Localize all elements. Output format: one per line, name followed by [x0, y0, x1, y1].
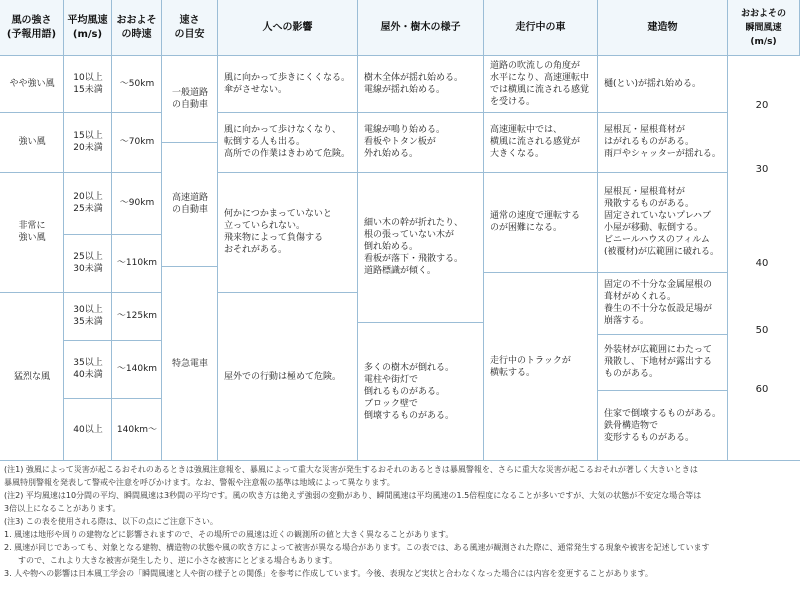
grid-line — [64, 340, 162, 341]
note-line: 3倍以上になることがあります。 — [4, 504, 121, 513]
building-cell: 住家で倒壊するものがある。 鉄骨構造物で 変形するものがある。 — [604, 408, 722, 443]
grid-line — [597, 56, 598, 461]
header-average-speed: 平均風速 (m/s) — [64, 0, 112, 56]
grid-line — [727, 56, 728, 461]
note-line: (注2) 平均風速は10分間の平均、瞬間風速は3秒間の平均です。風の吹き方は絶えず強弱の変動があり、瞬間風速は平均風速の1.5倍程度になることが多いですが、大気の状態が不安定な場合等は — [4, 491, 702, 500]
grid-line — [63, 56, 64, 461]
grid-line — [0, 292, 162, 293]
note-line: 2. 風速が同じであっても、対象となる建物、構造物の状態や風の吹き方によって被害が異なる場合があります。この表では、ある風速が観測された際に、通常発生する現象や被害を記述しています — [4, 543, 710, 552]
note-line: (注1) 強風によって災害が起こるおそれのあるときは強風注意報を、暴風によって重大な災害が発生するおそれのあるときは暴風警報を、さらに重大な災害が起こるおそれが著しく大きいときは — [4, 465, 698, 474]
header-outdoor-trees: 屋外・樹木の様子 — [358, 0, 484, 56]
term-slightly-strong: やや強い風 — [9, 79, 55, 89]
building-cell: 固定の不十分な金属屋根の 葺材がめくれる。 養生の不十分な仮設足場が 崩落する。 — [604, 280, 713, 326]
grid-line — [162, 142, 218, 143]
speed-range-cell: 10以上 15未満 — [73, 73, 103, 95]
speed-range-cell: 40以上 — [73, 424, 103, 435]
human-impact-cell: 屋外での行動は極めて危険。 — [224, 371, 342, 382]
header-moving-car: 走行中の車 — [484, 0, 598, 56]
grid-line — [483, 56, 484, 461]
grid-line — [0, 460, 800, 461]
guide-general-road: 一般道路 の自動車 — [171, 88, 208, 110]
human-impact-cell: 何かにつかまっていないと 立っていられない。 飛来物によって負傷する おそれがある。 — [224, 209, 332, 255]
header-gust-speed: おおよその 瞬間風速 (m/s) — [728, 0, 800, 56]
gust-value: 50 — [755, 325, 769, 336]
note-line: 3. 人や物への影響は日本風工学会の「瞬間風速と人や街の様子との関係」を参考に作成しています。今後、表現など実状と合わなくなった場合には内容を変更することがあります。 — [4, 569, 653, 578]
kmh-cell: ～140km — [116, 364, 158, 374]
header-approx-kmh: おおよそ の時速 — [112, 0, 162, 56]
outdoor-cell: 細い木の幹が折れたり、 根の張っていない木が 倒れ始める。 看板が落下・飛散する。 道路標識が傾く。 — [364, 218, 464, 276]
kmh-cell: ～70km — [119, 137, 155, 147]
human-impact-cell: 風に向かって歩けなくなり、 転倒する人も出る。 高所での作業はきわめて危険。 — [224, 125, 351, 159]
header-speed-guide: 速さ の目安 — [162, 0, 218, 56]
notes-section — [4, 463, 796, 580]
grid-line — [217, 56, 218, 461]
outdoor-cell: 樹木全体が揺れ始める。 電線が揺れ始める。 — [364, 73, 464, 95]
gust-value: 40 — [755, 258, 769, 269]
note-line: 1. 風速は地形や周りの建物などに影響されますので、その場所での風速は近くの観測所の値と大きく異なることがあります。 — [4, 530, 454, 539]
speed-range-cell: 30以上 35未満 — [73, 305, 103, 327]
grid-line — [64, 234, 162, 235]
term-violent: 猛烈な風 — [13, 371, 50, 382]
grid-line — [357, 56, 358, 461]
kmh-cell: ～50km — [119, 79, 155, 89]
building-cell: 外装材が広範囲にわたって 飛散し、下地材が露出する ものがある。 — [604, 345, 713, 379]
gust-value: 30 — [755, 164, 769, 175]
grid-line — [598, 334, 728, 335]
outdoor-cell: 多くの樹木が倒れる。 電柱や街灯で 倒れるものがある。 ブロック壁で 倒壊するものがある。 — [364, 362, 455, 421]
guide-express-train: 特急電車 — [171, 358, 208, 369]
grid-line — [598, 390, 728, 391]
building-cell: 樋(とい)が揺れ始める。 — [604, 79, 702, 89]
car-cell: 通常の速度で運転する のが困難になる。 — [490, 211, 581, 233]
speed-range-cell: 25以上 30未満 — [73, 252, 103, 274]
outdoor-cell: 電線が鳴り始める。 看板やトタン板が 外れ始める。 — [364, 125, 446, 159]
kmh-cell: ～110km — [116, 258, 158, 268]
grid-line — [0, 172, 162, 173]
kmh-cell: ～125km — [116, 311, 158, 321]
speed-range-cell: 15以上 20未満 — [73, 131, 103, 153]
grid-line — [358, 322, 484, 323]
grid-line — [0, 112, 162, 113]
grid-line — [162, 266, 218, 267]
building-cell: 屋根瓦・屋根葺材が はがれるものがある。 雨戸やシャッターが揺れる。 — [604, 125, 721, 159]
gust-value: 20 — [755, 100, 769, 111]
grid-line — [218, 292, 358, 293]
speed-range-cell: 35以上 40未満 — [73, 358, 103, 380]
header-wind-strength: 風の強さ (予報用語) — [0, 0, 64, 56]
grid-line — [161, 56, 162, 461]
header-human-impact: 人への影響 — [218, 0, 358, 56]
car-cell: 高速運転中では、 横風に流される感覚が 大きくなる。 — [490, 125, 581, 159]
car-cell: 走行中のトラックが 横転する。 — [490, 355, 571, 378]
kmh-cell: 140km～ — [116, 424, 158, 435]
grid-line — [111, 56, 112, 461]
note-line: 暴風特別警報を発表して警戒や注意を呼びかけます。なお、警報や注意報の基準は地域によって異なります。 — [4, 478, 395, 487]
term-very-strong: 非常に 強い風 — [18, 221, 46, 243]
guide-expressway: 高速道路 の自動車 — [171, 193, 208, 215]
grid-line — [484, 272, 728, 273]
term-strong: 強い風 — [18, 137, 46, 147]
speed-range-cell: 20以上 25未満 — [73, 192, 103, 214]
grid-line — [64, 398, 162, 399]
header-buildings: 建造物 — [598, 0, 728, 56]
note-line: すので、これより大きな被害が発生したり、逆に小さな被害にとどまる場合もあります。 — [18, 556, 338, 565]
grid-line — [218, 172, 728, 173]
car-cell: 道路の吹流しの角度が 水平になり、高速運転中 では横風に流される感覚 を受ける。 — [490, 61, 590, 107]
human-impact-cell: 風に向かって歩きにくくなる。 傘がさせない。 — [224, 73, 351, 95]
note-line: (注3) この表を使用される際は、以下の点にご注意下さい。 — [4, 517, 218, 526]
grid-line — [218, 112, 728, 113]
kmh-cell: ～90km — [119, 198, 155, 208]
building-cell: 屋根瓦・屋根葺材が 飛散するものがある。 固定されていないプレハブ 小屋が移動、転倒する。 ビニールハウスのフィルム (被覆材)が広範囲に破れる。 — [604, 187, 720, 257]
gust-value: 60 — [755, 384, 769, 395]
